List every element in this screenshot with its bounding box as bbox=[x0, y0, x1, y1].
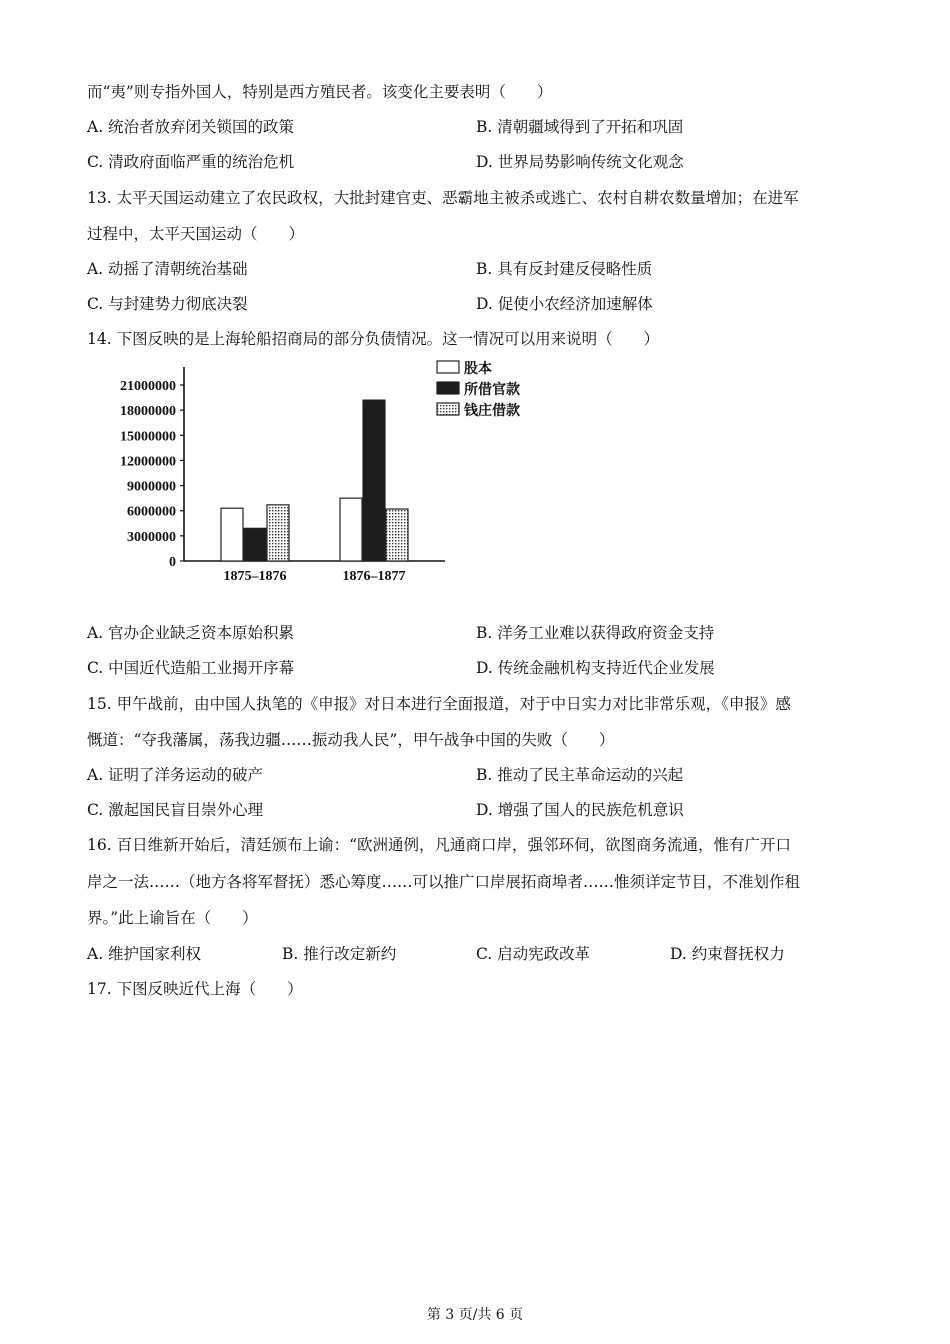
q13-option-a[interactable]: A. 动摇了清朝统治基础 bbox=[87, 260, 248, 278]
q15-stem-line1: 15. 甲午战前，由中国人执笔的《申报》对日本进行全面报道，对于中日实力对比非常乐观，《申报》感 bbox=[87, 695, 791, 713]
q14-option-c[interactable]: C. 中国近代造船工业揭开序幕 bbox=[87, 659, 295, 677]
q16-stem-line3: 界。”此上谕旨在（ ） bbox=[87, 909, 258, 927]
q16-option-b[interactable]: B. 推行改定新约 bbox=[282, 945, 397, 963]
q16-option-d[interactable]: D. 约束督抚权力 bbox=[670, 945, 785, 963]
q13-option-d[interactable]: D. 促使小农经济加速解体 bbox=[476, 295, 653, 313]
q14-option-d[interactable]: D. 传统金融机构支持近代企业发展 bbox=[476, 659, 715, 677]
bar-2-series-1 bbox=[340, 498, 362, 561]
y-tick-label: 9000000 bbox=[127, 479, 176, 495]
q16-stem-line2: 岸之一法……（地方各将军督抚）悉心筹度……可以推广口岸展拓商埠者……惟须详定节目，不准划作租 bbox=[87, 873, 801, 891]
q12-option-a[interactable]: A. 统治者放弃闭关锁国的政策 bbox=[87, 118, 295, 136]
bars bbox=[221, 400, 408, 561]
y-tick-label: 18000000 bbox=[120, 404, 176, 420]
q14-stem: 14. 下图反映的是上海轮船招商局的部分负债情况。这一情况可以用来说明（ ） bbox=[87, 330, 660, 348]
q12-option-d[interactable]: D. 世界局势影响传统文化观念 bbox=[476, 153, 684, 171]
bar-1-series-2 bbox=[244, 528, 266, 561]
x-category-label: 1875–1876 bbox=[223, 569, 287, 584]
y-tick-label: 6000000 bbox=[127, 504, 176, 520]
y-axis-ticks bbox=[120, 379, 184, 570]
legend-label: 股本 bbox=[464, 362, 492, 377]
q12-option-c[interactable]: C. 清政府面临严重的统治危机 bbox=[87, 153, 295, 171]
q15-option-c[interactable]: C. 激起国民盲目崇外心理 bbox=[87, 801, 264, 819]
y-tick-label: 0 bbox=[169, 555, 176, 570]
page-footer: 第 3 页/共 6 页 bbox=[426, 1307, 524, 1323]
legend-swatch bbox=[437, 382, 459, 394]
q13-option-b[interactable]: B. 具有反封建反侵略性质 bbox=[476, 260, 653, 278]
y-tick-label: 3000000 bbox=[127, 529, 176, 545]
legend-swatch bbox=[437, 361, 459, 373]
bar-2-series-3 bbox=[386, 509, 408, 561]
q13-stem-line2: 过程中，太平天国运动（ ） bbox=[87, 225, 305, 243]
q14-option-b[interactable]: B. 洋务工业难以获得政府资金支持 bbox=[476, 624, 715, 642]
legend-swatch bbox=[437, 403, 459, 415]
y-tick-label: 15000000 bbox=[120, 429, 176, 445]
x-category-label: 1876–1877 bbox=[342, 569, 406, 584]
q13-option-c[interactable]: C. 与封建势力彻底决裂 bbox=[87, 295, 248, 313]
q12-stem-tail: 而“夷”则专指外国人，特别是西方殖民者。该变化主要表明（ ） bbox=[87, 83, 553, 101]
liability-bar-chart bbox=[95, 357, 550, 587]
bar-2-series-2 bbox=[363, 400, 385, 561]
q13-stem-line1: 13. 太平天国运动建立了农民政权，大批封建官吏、恶霸地主被杀或逃亡、农村自耕农数量增加；在进军 bbox=[87, 189, 799, 207]
q15-stem-line2: 慨道：“夺我藩属，荡我边疆……振动我人民”，甲午战争中国的失败（ ） bbox=[87, 731, 615, 749]
q15-option-b[interactable]: B. 推动了民主革命运动的兴起 bbox=[476, 766, 684, 784]
y-tick-label: 21000000 bbox=[120, 379, 176, 394]
q16-option-a[interactable]: A. 维护国家利权 bbox=[87, 945, 202, 963]
q17-stem: 17. 下图反映近代上海（ ） bbox=[87, 980, 303, 998]
q15-option-a[interactable]: A. 证明了洋务运动的破产 bbox=[87, 766, 264, 784]
x-axis-labels bbox=[224, 569, 406, 584]
y-tick-label: 12000000 bbox=[120, 454, 176, 470]
legend bbox=[437, 360, 521, 419]
q16-stem-line1: 16. 百日维新开始后，清廷颁布上谕：“欧洲通例，凡通商口岸，强邻环伺，欲图商务流通，惟有广开口 bbox=[87, 836, 792, 854]
legend-label: 所借官款 bbox=[464, 383, 520, 398]
q15-option-d[interactable]: D. 增强了国人的民族危机意识 bbox=[476, 801, 684, 819]
q16-option-c[interactable]: C. 启动宪政改革 bbox=[476, 945, 591, 963]
bar-1-series-3 bbox=[267, 505, 289, 561]
q12-option-b[interactable]: B. 清朝疆域得到了开拓和巩固 bbox=[476, 118, 684, 136]
q14-option-a[interactable]: A. 官办企业缺乏资本原始积累 bbox=[87, 624, 295, 642]
legend-label: 钱庄借款 bbox=[464, 404, 520, 419]
bar-1-series-1 bbox=[221, 508, 243, 561]
